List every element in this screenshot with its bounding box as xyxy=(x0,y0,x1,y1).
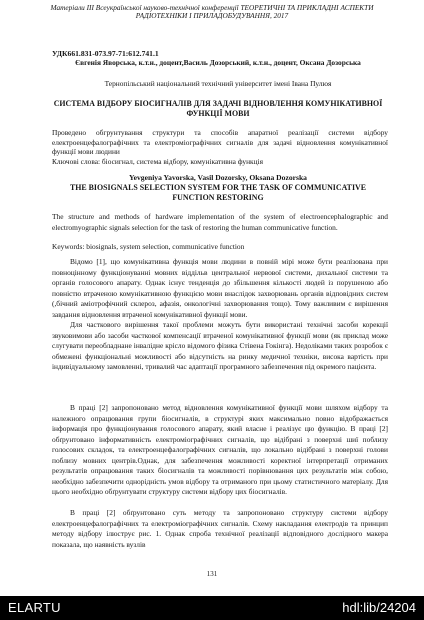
authors-en: Yevgeniya Yavorska, Vasil Dozorsky, Oksana Dozorska xyxy=(129,173,307,182)
keywords-ua: Ключові слова: біосигнал, система відбору, комунікативна функція xyxy=(52,157,264,166)
udc-code: УДК661.831-073.97-71:612.741.1 xyxy=(52,49,159,58)
title-en: THE BIOSIGNALS SELECTION SYSTEM FOR THE TASK OF COMMUNICATIVE FUNCTION RESTORING xyxy=(70,183,366,202)
authors-ua: Євгенія Яворська, к.т.н., доцент,Василь Дозорський, к.т.н., доцент, Оксана Дозорська xyxy=(75,58,361,67)
affiliation: Тернопільський національний технічний університет імені Івана Пулюя xyxy=(104,79,332,88)
keywords-en: Keywords: biosignals, system selection, communicative function xyxy=(52,242,245,251)
running-head: Матеріали ІІІ Всеукраїнської науково-технічної конференції ТЕОРЕТИЧНІ ТА ПРИКЛАДНІ АСПЕКТИ РАДІОТЕХНІКИ І ПРИЛАДОБУДУВАННЯ, 2017 xyxy=(50,3,374,21)
repository-footer-bar xyxy=(0,596,424,620)
body-paragraph: В праці [2] запропоновано метод відновлення комунікативної функції мови шляхом відбору та належного опрацювання групи біосигналів, в структурі яких максимально повно відображається інформація про функціонування голосового апарату, який власне і реалізує цю функцію. В праці [2] обґрунтовано інформативність електроміографічних сигналів, що відібрані з поверхні шиї поблизу голосових складок, та електроенцефалографічних сигналів, що локально відібрані з поверхні голови поблизу мовних центрів.Однак, для забезпечення можливості коректної інтерпретації отриманих результатів опрацювання таких біосигналів та можливості порівнювання цих результатів між собою, необхідно забезпечити однорідність умов відбору та отриманого при цьому статистичного матеріалу. Для цього необхідно обґрунтувати структуру системи відбору цих біосигналів. xyxy=(52,403,388,496)
body-paragraph: Відомо [1], що комунікативна функція мови людини в повній мірі може бути реалізована при повноцінному функціонуванні мовних віддільв центральної нервової системи, дихальної системи та органів голосового апарату. Однак існує тенденція до збільшення кількості людей із порушеною або повністю втраченою комунікативною функцією мови внаслідок захворювань органів відповідних систем (,бічний аміотрофічний склероз, афазія, онкологічні захворювання тощо). Тому важливим є вирішення завдання відновлення втраченої комунікативної функції мови. xyxy=(52,257,388,319)
handle-id: hdl:lib/24204 xyxy=(342,600,416,615)
repository-name: ELARTU xyxy=(8,600,61,615)
body-paragraph: В праці [2] обґрунтовано суть методу та запропоновано структуру системи відбору електроенцефалографічних та електроміографічних сигналів. Схему накладання електродів та принцип методу відбору ілюструє рис. 1. Однак спроба технічної реалізації відповідного дослідного макера показала, що наявність вузлів xyxy=(52,508,388,549)
abstract-en: The structure and methods of hardware implementation of the system of electroencephalographic and electromyographic signals selection for the task of restoring the human communicative function. xyxy=(52,212,388,232)
abstract-ua: Проведено обгрунтування структури та способів апаратної реалізації системи відбору електроенцефалографічних та електроміографічних сигналів для задачі відновлення комунікативної функції мови людини xyxy=(52,128,388,157)
title-ua: СИСТЕМА ВІДБОРУ БІОСИГНАЛІВ ДЛЯ ЗАДАЧІ ВІДНОВЛЕННЯ КОМУНІКАТИВНОЇ ФУНКЦІЇ МОВИ xyxy=(53,99,383,118)
body-paragraph: Для часткового вирішення такої проблеми можуть бути використані технічні засоби корекції звуковимови або засоби часткової компенсації втраченої комунікативної функції мови (як приклад може слугувати переобладнане інвалідне крісло відомого фізика Стівена Гокінга). Недоліками таких розробок є обмежені функціональні можливості або відсутність на ринку медичної техніки, висока вартість при індивідуальному замовленні, тривалий час адаптації програмного забезпечення під окремого пацієнта. xyxy=(52,320,388,371)
page-number: 131 xyxy=(206,570,218,578)
